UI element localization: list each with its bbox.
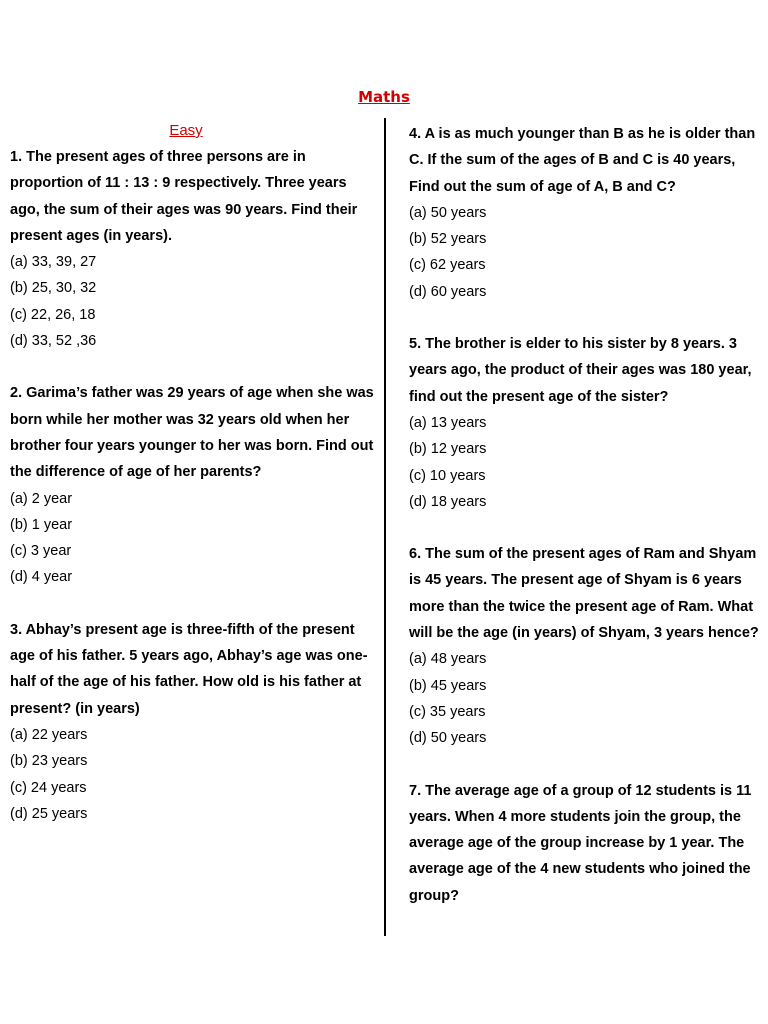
answer-option: (a) 2 year xyxy=(10,490,73,507)
answer-option: (d) 60 years xyxy=(409,283,487,300)
answer-option: (b) 1 year xyxy=(10,516,73,533)
page-title: Maths xyxy=(358,88,410,106)
question-text: 3. Abhay’s present age is three-fifth of the present age of his father. 5 years ago, Abhay’s age was one-half of the age of his father. How old is his father at present? (in years) xyxy=(10,621,368,717)
answer-option: (c) 10 years xyxy=(409,467,486,484)
answer-option: (d) 25 years xyxy=(10,805,88,822)
question-block xyxy=(409,331,765,515)
question-text: 5. The brother is elder to his sister by 8 years. 3 years ago, the product of their ages was 180 year, find out the present age of the sister? xyxy=(409,336,752,405)
answer-option: (c) 3 year xyxy=(10,543,72,560)
answer-option: (a) 48 years xyxy=(409,651,487,668)
answer-option: (a) 13 years xyxy=(409,414,487,431)
question-text: 6. The sum of the present ages of Ram and Shyam is 45 years. The present age of Shyam is 6 years more than the twice the present age of Ram. What will be the age (in years) of Shyam, 3 years hence? xyxy=(409,546,759,642)
answer-option: (c) 24 years xyxy=(10,779,87,796)
question-block xyxy=(409,778,765,909)
answer-option: (a) 33, 39, 27 xyxy=(10,254,97,271)
answer-option: (c) 35 years xyxy=(409,703,486,720)
answer-option: (d) 50 years xyxy=(409,730,487,747)
answer-option: (b) 52 years xyxy=(409,231,487,248)
right-question-list xyxy=(409,121,765,909)
question-text: 7. The average age of a group of 12 students is 11 years. When 4 more students join the group, the average age of the group increase by 1 year. The average age of the 4 new students who joined the group? xyxy=(409,782,752,904)
column-divider xyxy=(384,118,386,936)
question-block xyxy=(10,380,376,590)
question-text: 2. Garima’s father was 29 years of age when she was born while her mother was 32 years old when her brother four years younger to her was born. Find out the difference of age of her parents? xyxy=(10,385,374,481)
question-text: 4. A is as much younger than B as he is older than C. If the sum of the ages of B and C is 40 years, Find out the sum of age of A, B and C? xyxy=(409,126,756,195)
answer-option: (b) 45 years xyxy=(409,677,487,694)
right-column xyxy=(409,121,765,935)
question-block xyxy=(409,541,765,751)
answer-option: (d) 4 year xyxy=(10,569,73,586)
answer-option: (b) 25, 30, 32 xyxy=(10,280,97,297)
question-block xyxy=(10,617,376,827)
left-column xyxy=(10,118,376,853)
answer-option: (a) 22 years xyxy=(10,726,88,743)
answer-option: (d) 33, 52 ,36 xyxy=(10,333,97,350)
question-block xyxy=(10,144,376,354)
answer-option: (c) 22, 26, 18 xyxy=(10,306,96,323)
question-block xyxy=(409,121,765,305)
answer-option: (b) 23 years xyxy=(10,753,88,770)
answer-option: (c) 62 years xyxy=(409,257,486,274)
answer-option: (b) 12 years xyxy=(409,441,487,458)
question-text: 1. The present ages of three persons are in proportion of 11 : 13 : 9 respectively. Three years ago, the sum of their ages was 90 years. Find their present ages (in years). xyxy=(10,149,358,244)
answer-option: (a) 50 years xyxy=(409,204,487,221)
left-question-list xyxy=(10,144,376,827)
answer-option: (d) 18 years xyxy=(409,493,487,510)
section-heading-easy: Easy xyxy=(169,122,203,139)
